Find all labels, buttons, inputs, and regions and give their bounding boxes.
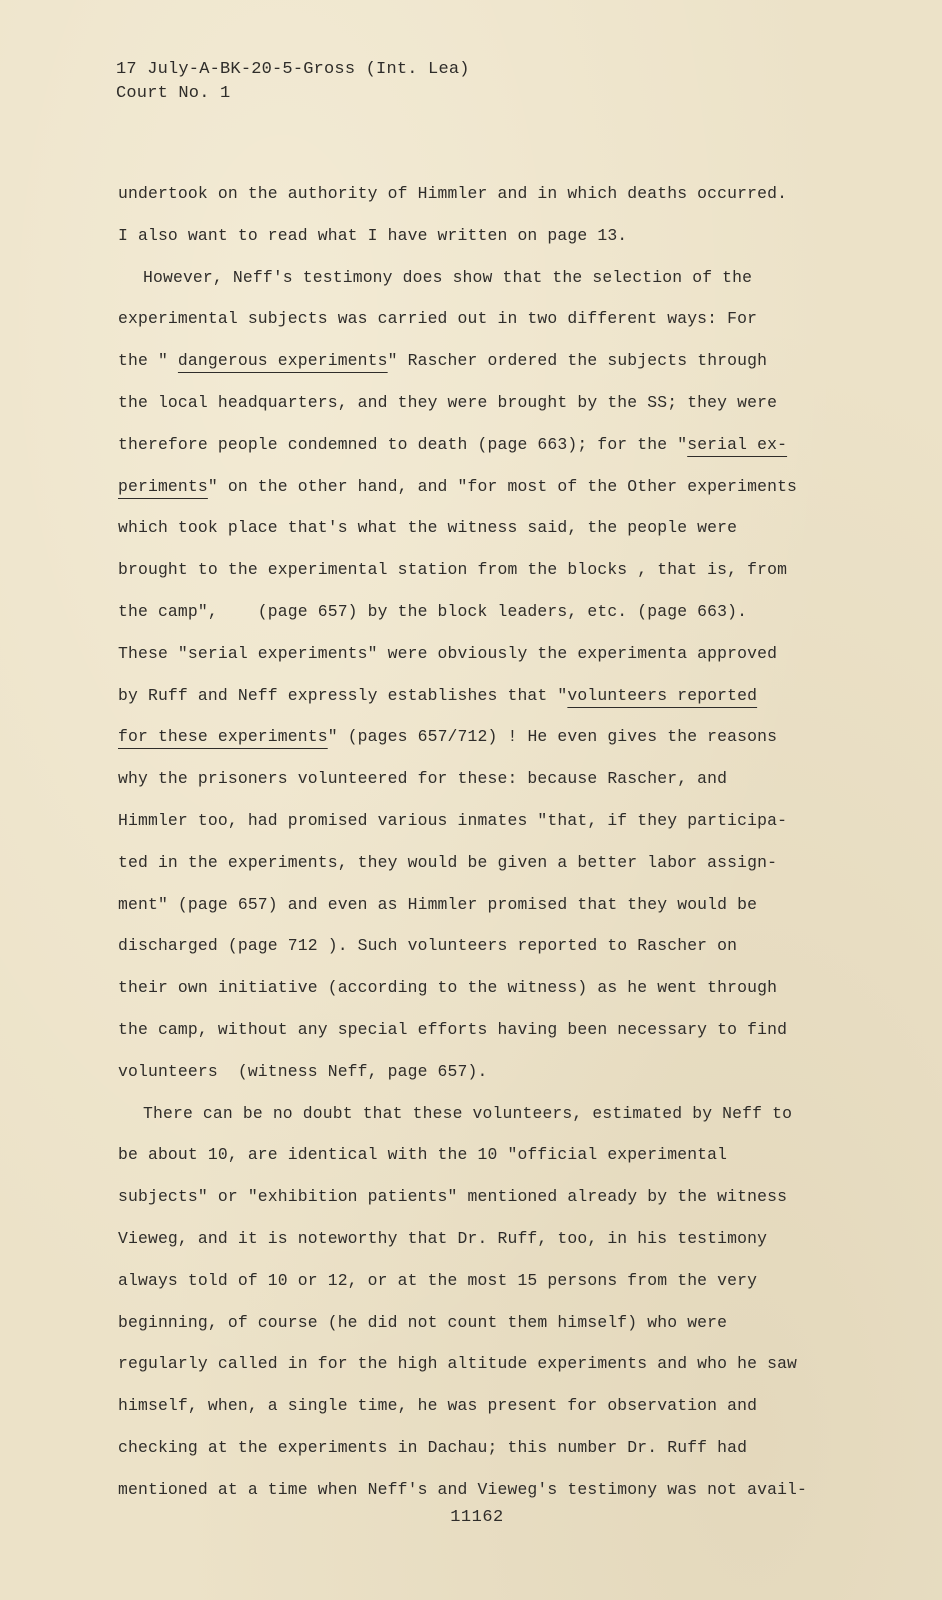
text-line: which took place that's what the witness said, the people were	[118, 518, 738, 538]
text-line: subjects" or "exhibition patients" mentioned already by the witness	[118, 1187, 788, 1207]
text-line: ted in the experiments, they would be given a better labor assign-	[118, 852, 778, 872]
text-line: undertook on the authority of Himmler and in which deaths occurred.	[118, 184, 788, 203]
text-line: be about 10, are identical with the 10 "official experimental	[118, 1145, 728, 1165]
underlined-phrase: periments	[118, 476, 208, 496]
header-court: Court No. 1	[116, 84, 231, 103]
text-line: discharged (page 712 ). Such volunteers reported to Rascher on	[118, 936, 738, 956]
underlined-phrase: dangerous experiments	[177, 351, 388, 371]
text-line: ment" (page 657) and even as Himmler promised that they would be	[118, 894, 758, 914]
text-line: why the prisoners volunteered for these: because Rascher, and	[118, 769, 728, 789]
text-line: regularly called in for the high altitude experiments and who he saw	[118, 1354, 798, 1374]
text-line	[118, 466, 838, 508]
text-line: himself, when, a single time, he was present for observation and	[118, 1396, 758, 1416]
text-fragment: therefore people condemned to death (page 663); for the "	[118, 434, 688, 454]
text-line: There can be no doubt that these volunteers, estimated by Neff to	[143, 1103, 793, 1123]
text-line: volunteers (witness Neff, page 657).	[118, 1061, 488, 1081]
header-reference: 17 July-A-BK-20-5-Gross (Int. Lea)	[116, 60, 470, 79]
page-number: 11162	[450, 1508, 504, 1527]
text-line: the camp", (page 657) by the block leaders, etc. (page 663).	[118, 601, 748, 621]
text-line: checking at the experiments in Dachau; this number Dr. Ruff had	[118, 1437, 748, 1457]
underlined-phrase: volunteers reported	[567, 685, 758, 705]
text-line	[118, 424, 838, 466]
text-line: their own initiative (according to the witness) as he went through	[118, 978, 778, 998]
text-fragment: " on the other hand, and "for most of the Other experiments	[207, 476, 798, 496]
text-line: always told of 10 or 12, or at the most 15 persons from the very	[118, 1270, 758, 1290]
text-line: beginning, of course (he did not count them himself) who were	[118, 1312, 728, 1332]
underlined-phrase: serial ex-	[687, 434, 788, 454]
text-line: I also want to read what I have written on page 13.	[118, 225, 628, 245]
text-fragment: " (pages 657/712) ! He even gives the reasons	[327, 727, 778, 747]
text-line: mentioned at a time when Neff's and Vieweg's testimony was not avail-	[118, 1479, 808, 1499]
text-line: However, Neff's testimony does show that the selection of the	[143, 267, 753, 287]
text-line: Vieweg, and it is noteworthy that Dr. Ruff, too, in his testimony	[118, 1228, 768, 1248]
text-line: These "serial experiments" were obviously the experimenta approved	[118, 643, 778, 663]
document-header	[116, 58, 470, 106]
text-line: the camp, without any special efforts having been necessary to find	[118, 1019, 788, 1039]
text-line	[118, 675, 838, 717]
text-line	[118, 716, 838, 758]
text-line: brought to the experimental station from the blocks , that is, from	[118, 560, 788, 580]
underlined-phrase: for these experiments	[118, 727, 328, 747]
text-fragment: " Rascher ordered the subjects through	[387, 351, 768, 371]
text-fragment: the "	[118, 351, 178, 371]
text-line	[118, 340, 838, 382]
text-line: the local headquarters, and they were brought by the SS; they were	[118, 392, 778, 412]
text-line: experimental subjects was carried out in two different ways: For	[118, 309, 758, 329]
text-line: Himmler too, had promised various inmates "that, if they participa-	[118, 810, 788, 830]
document-body	[118, 173, 838, 1511]
text-fragment: by Ruff and Neff expressly establishes that "	[118, 685, 568, 705]
